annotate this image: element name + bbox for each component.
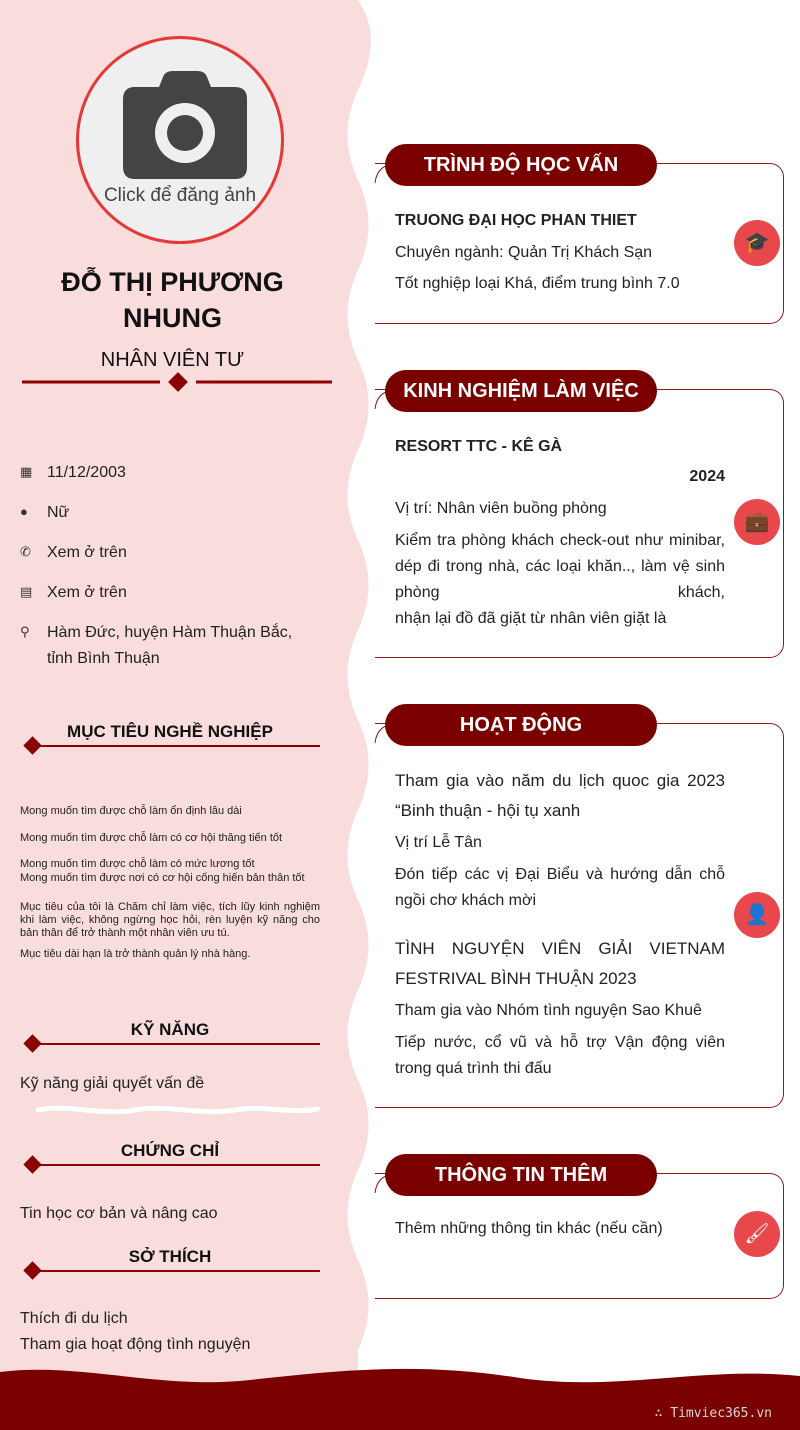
- experience-title: KINH NGHIỆM LÀM VIỆC: [385, 370, 657, 412]
- extra-info-title: THÔNG TIN THÊM: [385, 1154, 657, 1196]
- candidate-name-line2: NHUNG: [123, 303, 222, 333]
- contact-gender: [20, 500, 320, 526]
- experience-company: RESORT TTC - KÊ GÀ: [395, 438, 563, 455]
- experience-desc-line: nhận lại đồ đã giặt từ nhân viên giặt là: [395, 610, 667, 627]
- education-major: Chuyên ngành: Quản Trị Khách Sạn: [395, 244, 653, 261]
- activity-1-line: Tham gia vào năm du lịch quoc gia 2023: [395, 771, 725, 790]
- person-icon: 👤: [734, 892, 780, 938]
- certificate-item: Tin học cơ bản và nâng cao: [20, 1205, 218, 1222]
- contact-phone: [20, 540, 320, 566]
- address-line2: tỉnh Bình Thuận: [47, 650, 160, 667]
- education-result: Tốt nghiệp loại Khá, điểm trung bình 7.0: [395, 275, 680, 292]
- candidate-name-line1: ĐỖ THỊ PHƯƠNG: [61, 267, 284, 297]
- paint-brush-icon: 🖌: [734, 1211, 780, 1257]
- skill-item: Kỹ năng giải quyết vấn đề: [20, 1075, 205, 1092]
- activity-2-role: Tham gia vào Nhóm tình nguyện Sao Khuê: [395, 1002, 702, 1019]
- experience-year: 2024: [689, 468, 725, 485]
- job-title: NHÂN VIÊN TƯ: [100, 349, 245, 371]
- birthday-value: 11/12/2003: [47, 464, 126, 481]
- hobby-item: Thích đi du lịch: [20, 1310, 128, 1327]
- user-icon: ●: [20, 504, 28, 519]
- goal-item: Mong muốn tìm được chỗ làm ổn định lâu dài: [20, 805, 242, 817]
- briefcase-icon: 💼: [734, 499, 780, 545]
- address-line1: Hàm Đức, huyện Hàm Thuận Bắc,: [47, 624, 293, 641]
- experience-desc-word: khách,: [677, 584, 725, 601]
- email-value: Xem ở trên: [47, 584, 127, 601]
- certificates-title: CHỨNG CHỈ: [120, 1141, 220, 1160]
- watermark: ∴ Timviec365.vn: [654, 1406, 772, 1421]
- contact-address: [20, 620, 320, 672]
- address-value: [47, 620, 292, 672]
- experience-desc-word: phòng: [395, 584, 440, 601]
- graduation-cap-icon: 🎓: [734, 220, 780, 266]
- hobbies-title: SỞ THÍCH: [128, 1247, 212, 1266]
- skills-wave-divider: [38, 1108, 318, 1111]
- activities-title: HOẠT ĐỘNG: [385, 704, 657, 746]
- activity-2-line: TÌNH NGUYỆN VIÊN GIẢI VIETNAM: [395, 939, 725, 958]
- hobby-item: Tham gia hoạt động tình nguyện: [20, 1336, 251, 1353]
- education-title: TRÌNH ĐỘ HỌC VẤN: [385, 144, 657, 186]
- activity-1-desc: Đón tiếp các vị Đại Biểu và hướng dẫn chỗ ngồi chơ khách mời: [395, 866, 725, 909]
- phone-icon: ✆: [20, 544, 31, 559]
- experience-desc-line: [395, 580, 725, 606]
- avatar-upload[interactable]: [76, 36, 284, 244]
- location-pin-icon: ⚲: [20, 624, 30, 639]
- goal-item: Mục tiêu của tôi là Chăm chỉ làm việc, tích lũy kinh nghiệm khi làm việc, không ngừng học hỏi, rèn luyện kỹ năng cho bản thân để trở thành một nhân viên ưu tú.: [20, 901, 320, 939]
- calendar-icon: ▦: [20, 464, 33, 479]
- phone-value: Xem ở trên: [47, 544, 127, 561]
- gender-value: Nữ: [47, 504, 70, 521]
- education-school: TRUONG ĐẠI HỌC PHAN THIET: [395, 212, 637, 229]
- goals-title: MỤC TIÊU NGHỀ NGHIỆP: [67, 722, 273, 741]
- experience-desc-line: dép đi trong nhà, các loại khăn.., làm vệ sinh: [395, 558, 725, 575]
- camera-icon: [123, 71, 247, 179]
- activity-2-line: FESTRIVAL BÌNH THUẬN 2023: [395, 969, 637, 988]
- activity-1-role: Vị trí Lễ Tân: [395, 834, 482, 851]
- activity-1-line: “Binh thuận - hội tụ xanh: [395, 801, 581, 820]
- skills-title: KỸ NĂNG: [130, 1020, 210, 1039]
- experience-desc-line: Kiểm tra phòng khách check-out như minibar,: [395, 532, 725, 549]
- goal-item: Mong muốn tìm được nơi có cơ hội cống hiến bản thân tốt: [20, 872, 305, 884]
- contact-birthday: [20, 460, 320, 486]
- goal-item: Mong muốn tìm được chỗ làm có mức lương tốt: [20, 858, 255, 870]
- activity-2-desc: Tiếp nước, cổ vũ và hỗ trợ Vận động viên trong quá trình thi đấu: [395, 1034, 725, 1077]
- avatar-upload-label: Click để đăng ảnh: [103, 185, 257, 206]
- email-icon: ▤: [20, 584, 33, 599]
- extra-info-text: Thêm những thông tin khác (nếu cần): [395, 1220, 663, 1237]
- contact-email: [20, 580, 320, 606]
- goal-item: Mục tiêu dài hạn là trở thành quản lý nhà hàng.: [20, 948, 251, 960]
- experience-position: Vị trí: Nhân viên buồng phòng: [395, 500, 607, 517]
- goal-item: Mong muốn tìm được chỗ làm có cơ hội thăng tiến tốt: [20, 832, 283, 844]
- candidate-name: [20, 264, 325, 336]
